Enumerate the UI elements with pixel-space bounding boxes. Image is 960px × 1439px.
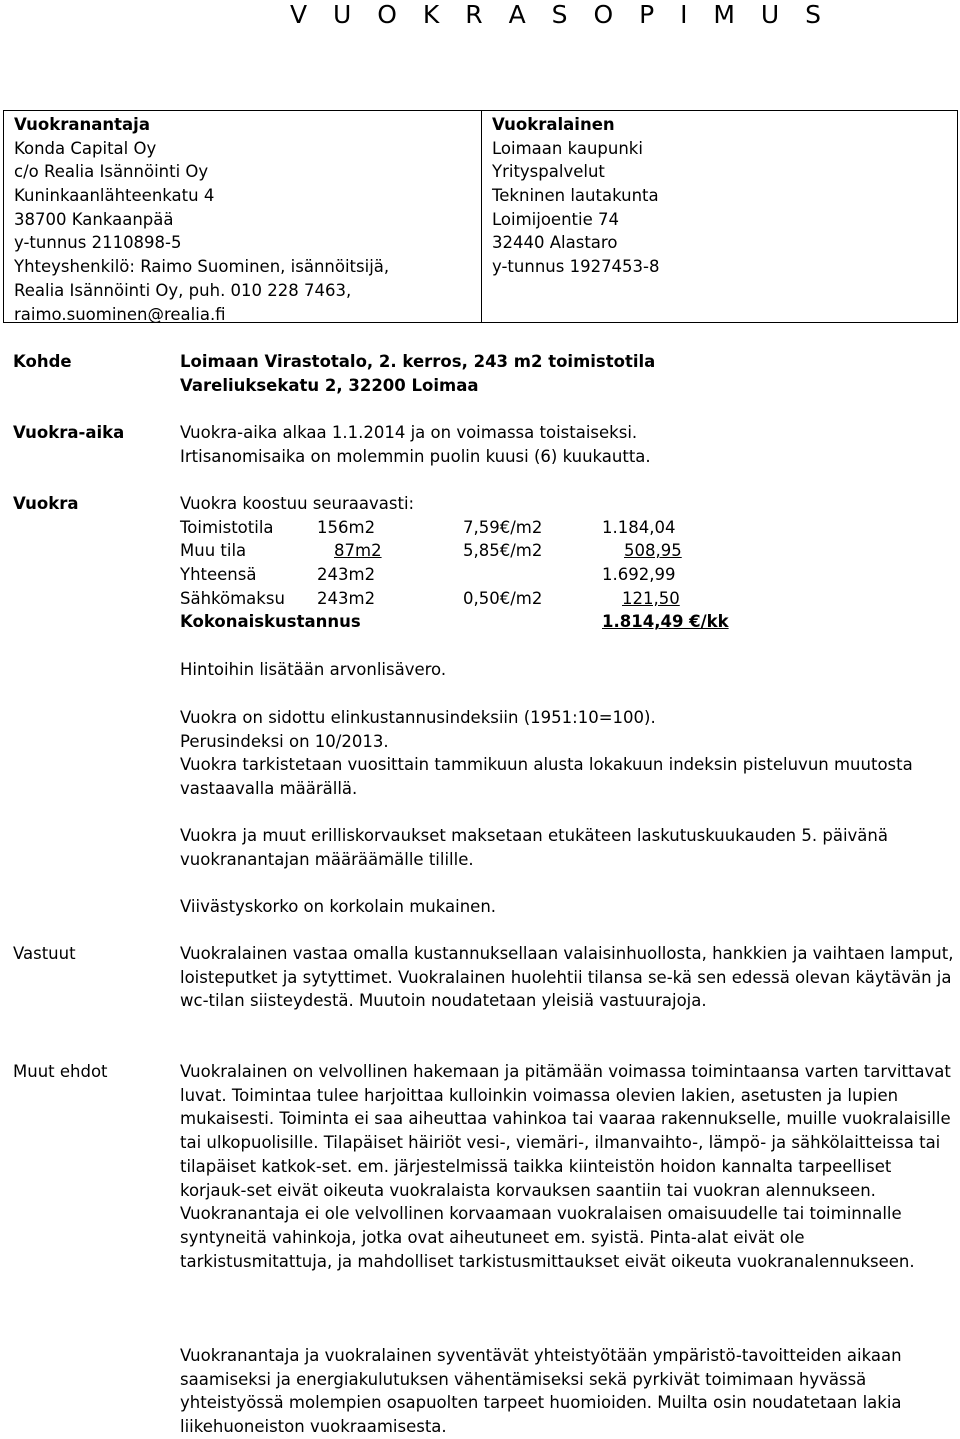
- landlord-cell: [4, 111, 482, 322]
- landlord-line: c/o Realia Isännöinti Oy: [14, 162, 209, 182]
- term-label: Vuokra-aika: [13, 423, 125, 442]
- tenant-line: 32440 Alastaro: [492, 233, 618, 253]
- other-terms-section: [180, 1060, 955, 1273]
- liabilities-text: Vuokralainen vastaa omalla kustannuksellaan valaisinhuollosta, hankkien ja vaihtaen lamput, loisteputket ja sytyttimet. Vuokralainen huolehtii tilansa se-kä sen edessä olevan käytävän ja wc-tilan siisteydestä. Muutoin noudatetaan yleisiä vastuurajoja.: [180, 944, 954, 1011]
- rent-row-name: Toimistotila: [180, 517, 274, 537]
- tenant-line: Loimaan kaupunki: [492, 138, 643, 158]
- liabilities-section: [180, 942, 955, 1013]
- tenant-line: y-tunnus 1927453-8: [492, 257, 660, 277]
- index-review: Vuokra tarkistetaan vuosittain tammikuun alusta lokakuun indeksin pisteluvun muutosta vastaavalla määrällä.: [180, 755, 913, 799]
- rent-row-price: 7,59€/m2: [463, 517, 543, 537]
- rent-row-name: Sähkömaksu: [180, 588, 285, 608]
- rent-row-name: Muu tila: [180, 541, 247, 561]
- rent-row-price: [463, 563, 602, 587]
- other-terms-label: Muut ehdot: [13, 1062, 108, 1081]
- landlord-line: y-tunnus 2110898-5: [14, 233, 182, 253]
- other-terms-section-2: [180, 1344, 955, 1439]
- other-terms-paragraph: Vuokralainen on velvollinen hakemaan ja pitämään voimassa toimintaansa varten tarvittavat luvat. Toimintaa tulee harjoittaa kulloinkin voimassa olevien lakien, asetusten ja lupien mukaisesti. Toiminta ei saa aiheuttaa vahinkoa tai vaaraa rakennukselle, muille vuokralaisille tai ulkopuolisille. Tilapäiset häiriöt vesi-, viemäri-, ilmanvaihto-, lämpö- ja sähkölaitteissa tai tilapäiset katkok-set. em. järjestelmissä taikka kiinteistön hoidon kannalta tarpeelliset korjauk-set eivät oikeuta vuokralaista korvauksen saantiin tai vuokran alennukseen. Vuokranantaja ei ole velvollinen korvaamaan vuokralaisen omaisuudelle tai toiminnalle syntyneitä vahinkoja, jotka ovat aiheutuneet em. syistä. Pinta-alat eivät ole tarkistusmitattuja, ja mahdolliset tarkistusmittaukset eivät oikeuta vuokranalennukseen.: [180, 1062, 951, 1271]
- rent-row-total: 121,50: [622, 588, 680, 608]
- rent-label: Vuokra: [13, 494, 79, 513]
- liabilities-label: Vastuut: [13, 944, 76, 963]
- rent-row-area: 87m2: [334, 541, 382, 561]
- rent-row-price: 0,50€/m2: [463, 588, 543, 608]
- landlord-email: raimo.suominen@realia.fi: [14, 304, 226, 324]
- parties-table: [3, 110, 958, 323]
- grand-total-label: Kokonaiskustannus: [180, 612, 361, 632]
- object-label: Kohde: [13, 352, 72, 371]
- rent-row: [180, 563, 782, 587]
- object-line: Vareliuksekatu 2, 32200 Loimaa: [180, 375, 479, 395]
- rent-row-area: 243m2: [317, 565, 376, 585]
- vat-note: Hintoihin lisätään arvonlisävero.: [180, 660, 447, 679]
- tenant-cell: [482, 111, 957, 322]
- rent-row: [180, 587, 782, 611]
- term-section: [180, 421, 651, 468]
- landlord-line: Yhteyshenkilö: Raimo Suominen, isännöitsijä,: [14, 257, 390, 277]
- grand-total-row: [180, 610, 782, 634]
- rent-row-total: 1.184,04: [602, 517, 676, 537]
- document-title: V U O K R A S O P I M U S: [290, 0, 831, 29]
- payment-block: [180, 824, 955, 871]
- landlord-line: 38700 Kankaanpää: [14, 209, 174, 229]
- rent-row: [180, 516, 782, 540]
- tenant-heading: Vuokralainen: [492, 115, 615, 134]
- vat-note-block: [180, 658, 446, 682]
- tenant-line: Loimijoentie 74: [492, 209, 619, 229]
- grand-total-value: 1.814,49 €/kk: [602, 612, 729, 632]
- rent-row-area: 156m2: [317, 517, 376, 537]
- landlord-heading: Vuokranantaja: [14, 115, 150, 134]
- index-line: Vuokra on sidottu elinkustannusindeksiin (1951:10=100).: [180, 708, 656, 727]
- rent-row: [180, 539, 782, 563]
- tenant-line: Yrityspalvelut: [492, 162, 605, 182]
- rent-row-total: 508,95: [624, 541, 682, 561]
- landlord-line: Kuninkaanlähteenkatu 4: [14, 186, 215, 206]
- index-block: [180, 706, 955, 801]
- rent-intro: Vuokra koostuu seuraavasti:: [180, 494, 415, 513]
- object-section: [180, 350, 655, 397]
- rent-row-price: 5,85€/m2: [463, 541, 543, 561]
- object-line: Loimaan Virastotalo, 2. kerros, 243 m2 toimistotila: [180, 352, 656, 371]
- rent-row-area: 243m2: [317, 588, 376, 608]
- index-line: Perusindeksi on 10/2013.: [180, 731, 389, 751]
- term-line: Irtisanomisaika on molemmin puolin kuusi (6) kuukautta.: [180, 446, 651, 466]
- landlord-line: Konda Capital Oy: [14, 138, 157, 158]
- rent-row-name: Yhteensä: [180, 565, 257, 585]
- interest-block: [180, 895, 496, 919]
- payment-text: Vuokra ja muut erilliskorvaukset maksetaan etukäteen laskutuskuukauden 5. päivänä vuokranantajan määräämälle tilille.: [180, 826, 888, 869]
- other-terms-paragraph: Vuokranantaja ja vuokralainen syventävät yhteistyötään ympäristö-tavoitteiden aikaan saamiseksi ja energiakulutuksen vähentämiseksi sekä pyrkivät toimimaan hyvässä yhteistyössä molempien osapuolten tarpeet huomioiden. Muilta osin noudatetaan lakia liikehuoneiston vuokraamisesta.: [180, 1346, 902, 1437]
- tenant-line: Tekninen lautakunta: [492, 186, 659, 206]
- rent-section: [180, 492, 782, 634]
- rent-row-total: 1.692,99: [602, 565, 676, 585]
- term-line: Vuokra-aika alkaa 1.1.2014 ja on voimassa toistaiseksi.: [180, 423, 638, 442]
- landlord-line: Realia Isännöinti Oy, puh. 010 228 7463,: [14, 280, 352, 300]
- interest-text: Viivästyskorko on korkolain mukainen.: [180, 897, 497, 916]
